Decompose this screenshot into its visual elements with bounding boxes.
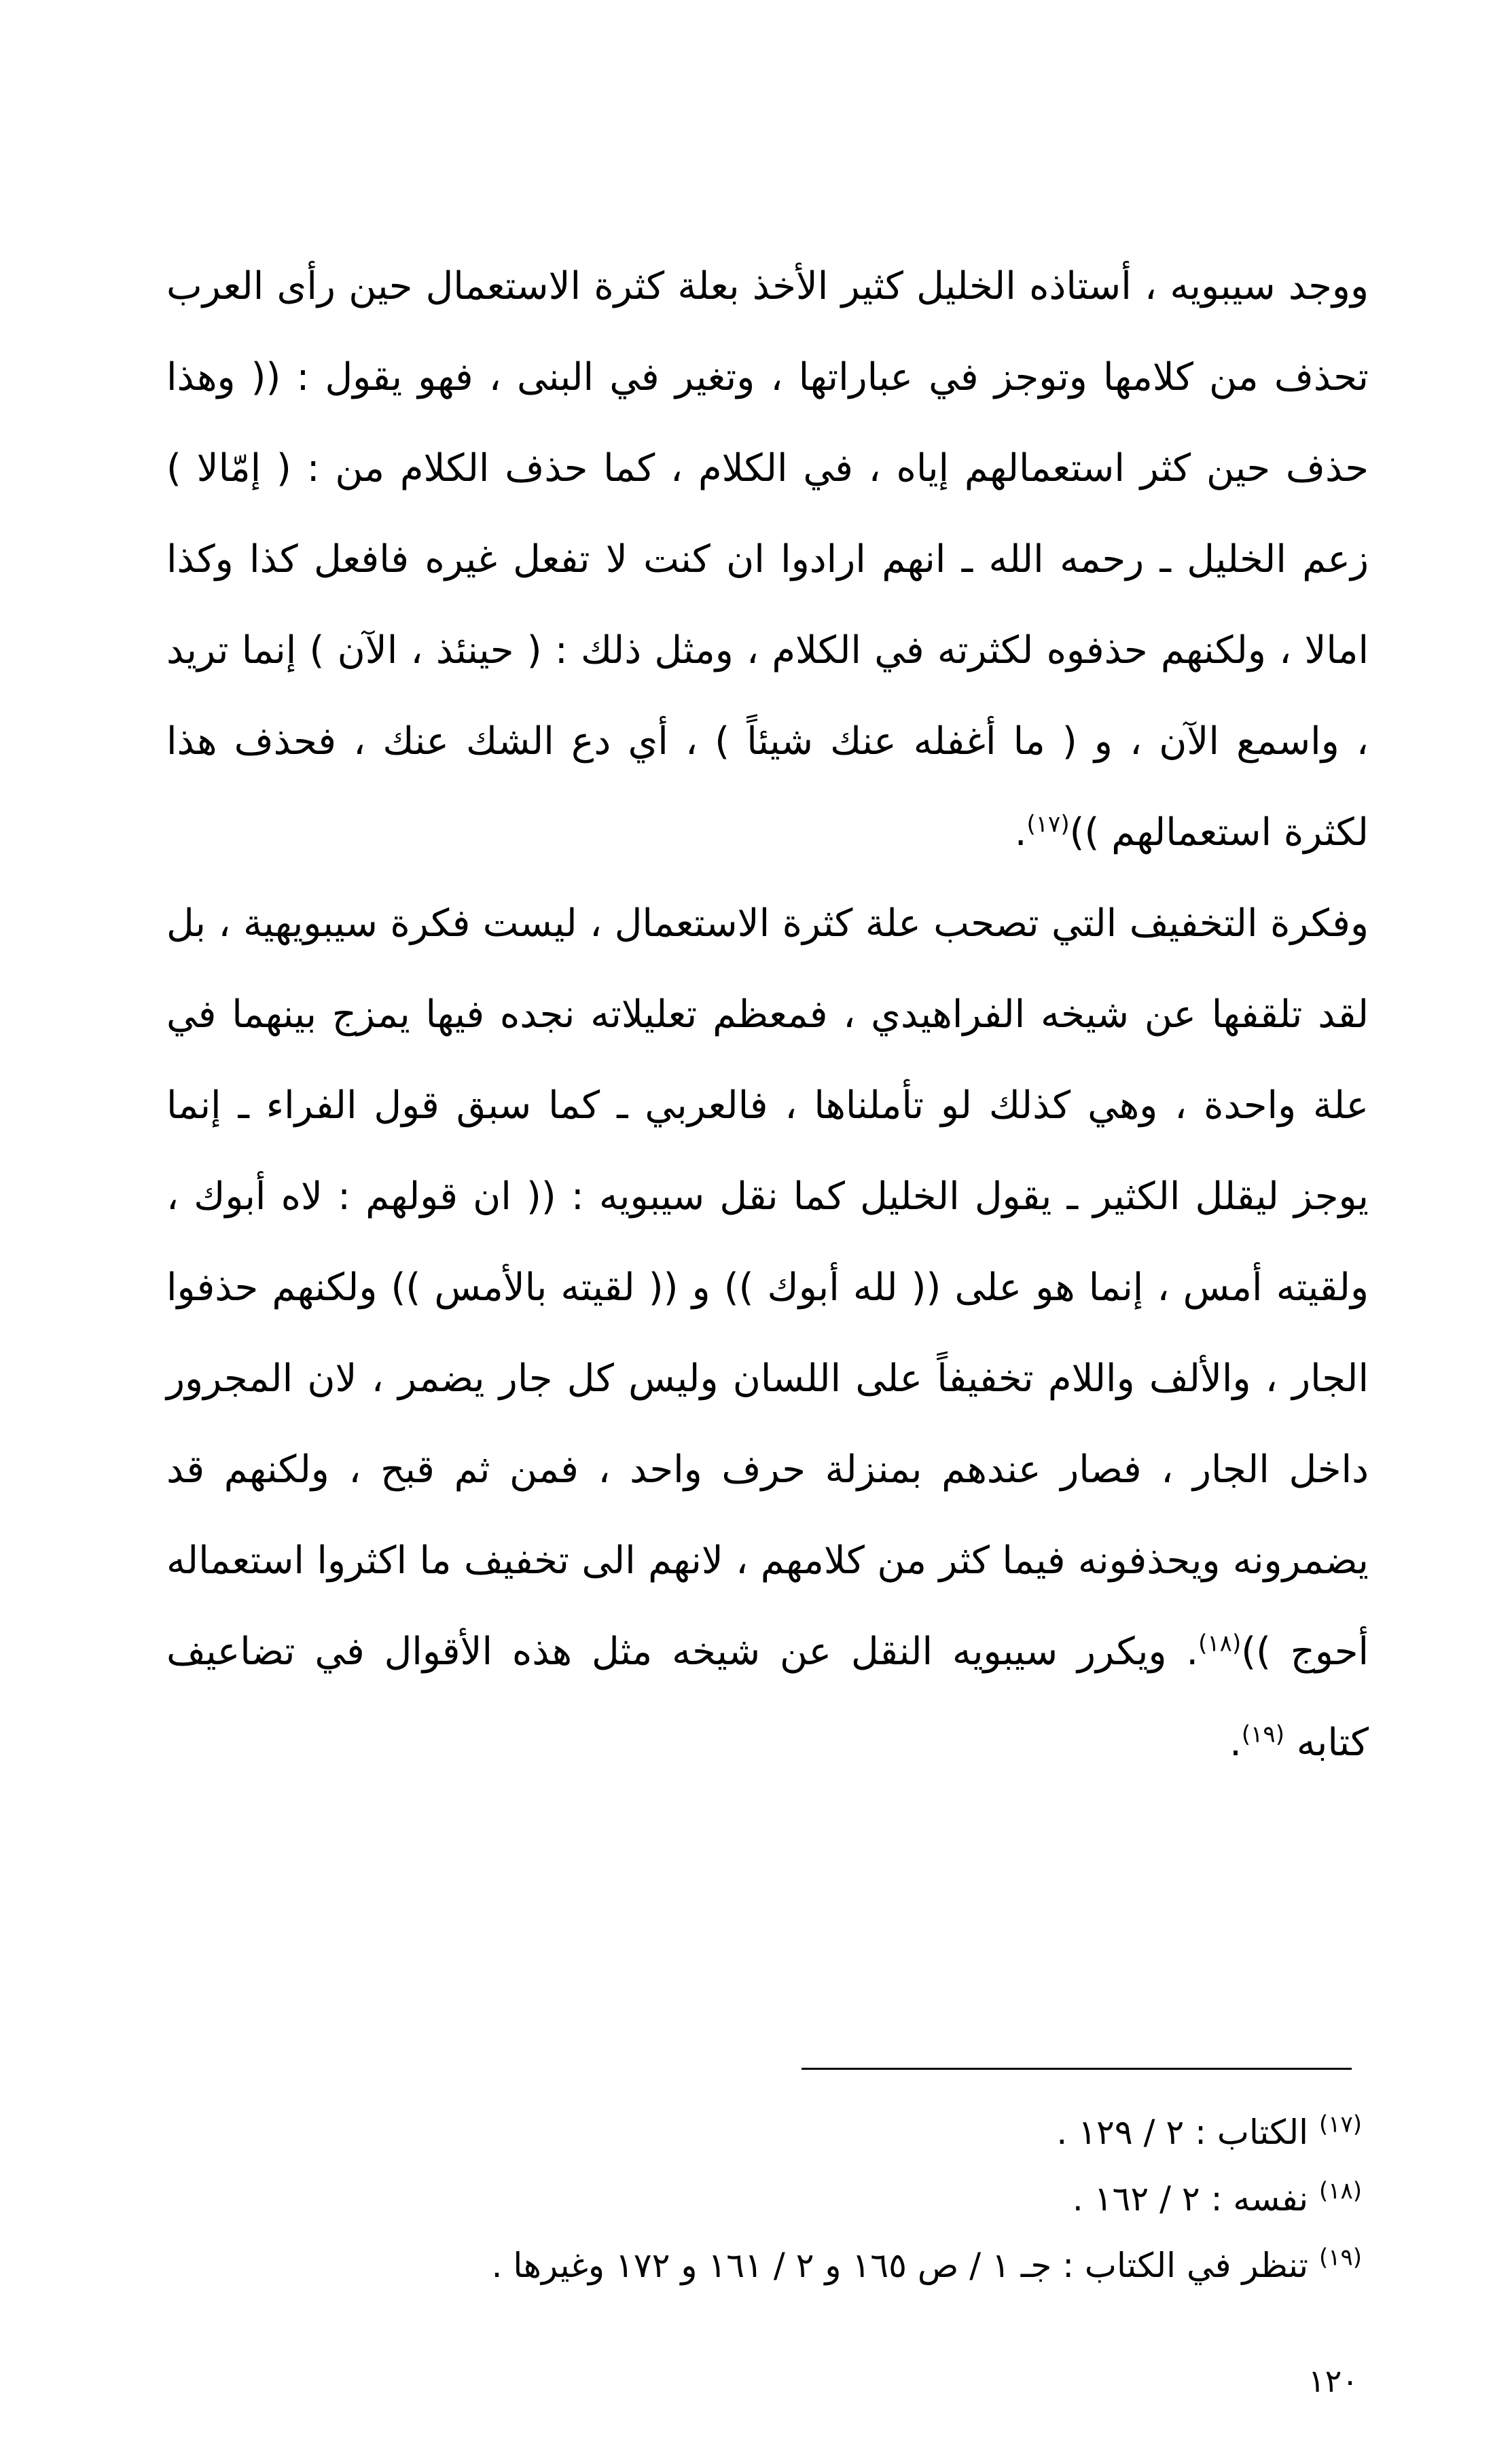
footnote-ref-19: (١٩) — [1241, 1721, 1284, 1748]
paragraph-1-text: ووجد سيبويه ، أستاذه الخليل كثير الأخذ بعلة كثرة الاستعمال حين رأى العرب تحذف من كلامها وتوجز في عباراتها ، وتغير في البنى ، فهو يقول : (( وهذا حذف حين كثر استعمالهم إياه ، في الكلام ، كما حذف الكلام من : ( إمّالا ) زعم الخليل ـ رحمه الله ـ انهم ارادوا ان كنت لا تفعل غيره فافعل كذا وكذا امالا ، ولكنهم حذفوه لكثرته في الكلام ، ومثل ذلك : ( حينئذ ، الآن ) إنما تريد ، واسمع الآن ، و ( ما أغفله عنك شيئاً ) ، أي دع الشك عنك ، فحذف هذا لكثرة استعمالهم )) — [166, 264, 1369, 855]
footnote-17 — [166, 2099, 1362, 2166]
main-text — [166, 241, 1369, 1789]
page-number: ١٢٠ — [1308, 2363, 1358, 2399]
footnote-ref-17: (١٧) — [1026, 810, 1070, 838]
footnote-number: (١٩) — [1318, 2244, 1362, 2272]
paragraph-1 — [166, 241, 1369, 878]
paragraph-1-end: . — [1014, 810, 1027, 855]
footnotes — [166, 2099, 1362, 2299]
paragraph-2-text: وفكرة التخفيف التي تصحب علة كثرة الاستعمال ، ليست فكرة سيبويهية ، بل لقد تلقفها عن شيخه الفراهيدي ، فمعظم تعليلاته نجده فيها يمزج بينهما في علة واحدة ، وهي كذلك لو تأملناها ، فالعربي ـ كما سبق قول الفراء ـ إنما يوجز ليقلل الكثير ـ يقول الخليل كما نقل سيبويه : (( ان قولهم : لاه أبوك ، ولقيته أمس ، إنما هو على (( لله أبوك )) و (( لقيته بالأمس )) ولكنهم حذفوا الجار ، والألف واللام تخفيفاً على اللسان وليس كل جار يضمر ، لان المجرور داخل الجار ، فصار عندهم بمنزلة حرف واحد ، فمن ثم قبح ، ولكنهم قد يضمرونه ويحذفونه فيما كثر من كلامهم ، لانهم الى تخفيف ما اكثروا استعماله أحوج )) — [166, 901, 1369, 1674]
footnote-text: الكتاب : ٢ / ١٢٩ . — [1056, 2113, 1309, 2152]
footnote-18 — [166, 2166, 1362, 2232]
footnote-number: (١٨) — [1318, 2177, 1362, 2205]
paragraph-2-end: . — [1229, 1721, 1242, 1765]
paragraph-2 — [166, 878, 1369, 1789]
footnote-text: نفسه : ٢ / ١٦٢ . — [1072, 2179, 1309, 2219]
footnote-number: (١٧) — [1318, 2111, 1362, 2138]
footnote-divider — [802, 2068, 1352, 2070]
footnote-19 — [166, 2232, 1362, 2299]
paragraph-2-continuation: . ويكرر سيبويه النقل عن شيخه مثل هذه الأقوال في تضاعيف كتابه — [166, 1630, 1369, 1765]
footnote-ref-18: (١٨) — [1198, 1630, 1242, 1657]
footnote-text: تنظر في الكتاب : جـ ١ / ص ١٦٥ و ٢ / ١٦١ و ١٧٢ وغيرها . — [491, 2246, 1309, 2285]
